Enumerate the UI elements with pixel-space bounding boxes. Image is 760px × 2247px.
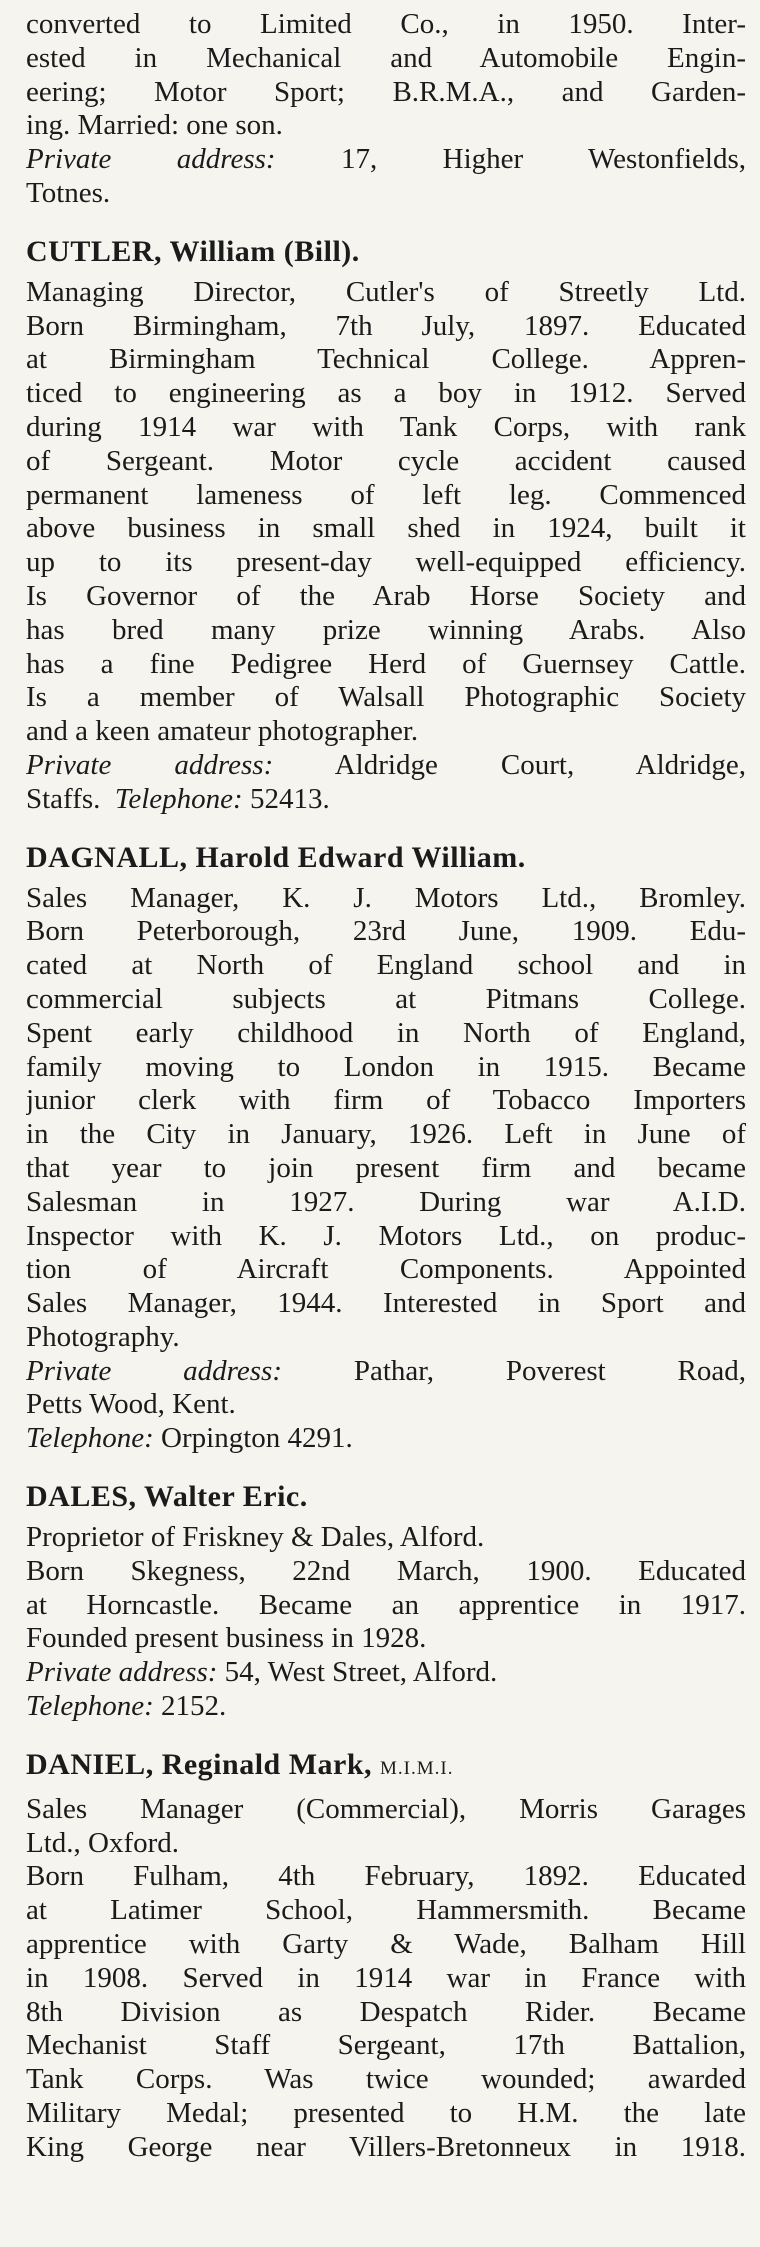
text-line: ticed to engineering as a boy in 1912. Served (26, 377, 746, 410)
text-line: has bred many prize winning Arabs. Also (26, 613, 746, 646)
text-line: Founded present business in 1928. (26, 1622, 427, 1655)
private-address-line (26, 143, 746, 177)
text-line: Military Medal; presented to H.M. the late (26, 2097, 746, 2130)
telephone-label: Telephone: (26, 1422, 154, 1455)
text-line: in 1908. Served in 1914 war in France with (26, 1961, 746, 1994)
text-line: apprentice with Garty & Wade, Balham Hill (26, 1928, 746, 1961)
entry-dales (26, 1479, 746, 1724)
text-line: that year to join present firm and became (26, 1151, 746, 1184)
text-line: converted to Limited Co., in 1950. Inter- (26, 8, 746, 40)
qualification-suffix: M.I.M.I. (380, 1757, 454, 1779)
text-line: Salesman in 1927. During war A.I.D. (26, 1185, 746, 1218)
text-line: Born Birmingham, 7th July, 1897. Educated (26, 309, 746, 342)
text-line: of Sergeant. Motor cycle accident caused (26, 444, 746, 477)
text-line: junior clerk with firm of Tobacco Importers (26, 1084, 746, 1117)
address-continuation: Staffs. (26, 782, 101, 815)
text-line: up to its present-day well-equipped efficiency. (26, 546, 746, 579)
text-line: Born Fulham, 4th February, 1892. Educated (26, 1860, 746, 1893)
private-address-line (26, 749, 746, 783)
text-line: cated at North of England school and in (26, 949, 746, 982)
text-line: Mechanist Staff Sergeant, 17th Battalion, (26, 2029, 746, 2062)
address-continuation: Totnes. (26, 176, 111, 209)
text-line: Photography. (26, 1320, 180, 1353)
address-label: Private address: (26, 748, 274, 781)
telephone-label: Telephone: (26, 1690, 154, 1723)
address-value: Aldridge Court, Aldridge, (334, 748, 746, 781)
telephone-value: Orpington 4291. (161, 1422, 353, 1455)
telephone-value: 52413. (249, 782, 330, 815)
telephone-value: 2152. (161, 1690, 227, 1723)
address-continuation: Petts Wood, Kent. (26, 1388, 236, 1421)
text-line: tion of Aircraft Components. Appointed (26, 1253, 746, 1286)
text-line: King George near Villers-Bretonneux in 1918. (26, 2130, 746, 2163)
text-line: at Birmingham Technical College. Appren- (26, 343, 746, 376)
text-line: commercial subjects at Pitmans College. (26, 982, 746, 1015)
text-line: Ltd., Oxford. (26, 1826, 180, 1859)
address-label: Private address: (26, 1656, 218, 1689)
entry-name: CUTLER, William (Bill). (26, 234, 360, 268)
text-line: at Horncastle. Became an apprentice in 1917. (26, 1588, 746, 1621)
address-label: Private address: (26, 143, 276, 176)
address-value: 17, Higher Westonfields, (340, 143, 746, 176)
text-line: family moving to London in 1915. Became (26, 1050, 746, 1083)
text-line: has a fine Pedigree Herd of Guernsey Cattle. (26, 647, 746, 680)
entry-continuation (26, 8, 746, 211)
text-line: Inspector with K. J. Motors Ltd., on produc- (26, 1219, 746, 1252)
text-line: Born Skegness, 22nd March, 1900. Educated (26, 1554, 746, 1587)
text-line: Tank Corps. Was twice wounded; awarded (26, 2063, 746, 2096)
address-telephone-line (26, 783, 746, 817)
text-line: during 1914 war with Tank Corps, with rank (26, 410, 746, 443)
text-line: at Latimer School, Hammersmith. Became (26, 1894, 746, 1927)
text-line: Spent early childhood in North of England, (26, 1016, 746, 1049)
private-address-line (26, 1656, 746, 1690)
text-line: eering; Motor Sport; B.R.M.A., and Garden- (26, 75, 746, 108)
text-line: Sales Manager, K. J. Motors Ltd., Bromley. (26, 881, 746, 914)
text-line: in the City in January, 1926. Left in June of (26, 1118, 746, 1151)
text-line: Born Peterborough, 23rd June, 1909. Edu- (26, 915, 746, 948)
text-line: Proprietor of Friskney & Dales, Alford. (26, 1521, 485, 1554)
entry-dagnall (26, 840, 746, 1457)
text-line: Managing Director, Cutler's of Streetly Ltd. (26, 275, 746, 308)
text-line: above business in small shed in 1924, built it (26, 512, 746, 545)
text-line: Sales Manager (Commercial), Morris Garages (26, 1792, 746, 1825)
address-value: 54, West Street, Alford. (224, 1656, 498, 1689)
entry-name: DAGNALL, Harold Edward William. (26, 840, 526, 874)
private-address-line (26, 1355, 746, 1389)
telephone-line (26, 1422, 746, 1456)
telephone-line (26, 1690, 746, 1724)
entry-daniel (26, 1747, 746, 2165)
entry-name (26, 1747, 746, 1787)
telephone-label: Telephone: (114, 782, 243, 815)
text-line: Is a member of Walsall Photographic Society (26, 681, 746, 714)
text-line: Sales Manager, 1944. Interested in Sport and (26, 1287, 746, 1320)
text-line: and a keen amateur photographer. (26, 715, 419, 748)
text-line: ested in Mechanical and Automobile Engin- (26, 41, 746, 74)
entry-name: DALES, Walter Eric. (26, 1480, 308, 1514)
address-label: Private address: (26, 1354, 282, 1387)
text-line: ing. Married: one son. (26, 109, 283, 142)
text-line: 8th Division as Despatch Rider. Became (26, 1995, 746, 2028)
entry-cutler (26, 234, 746, 817)
text-line: permanent lameness of left leg. Commenced (26, 478, 746, 511)
address-value: Pathar, Poverest Road, (353, 1354, 746, 1387)
entry-name-text: DANIEL, Reginald Mark, (26, 1747, 373, 1781)
text-line: Is Governor of the Arab Horse Society and (26, 579, 746, 612)
